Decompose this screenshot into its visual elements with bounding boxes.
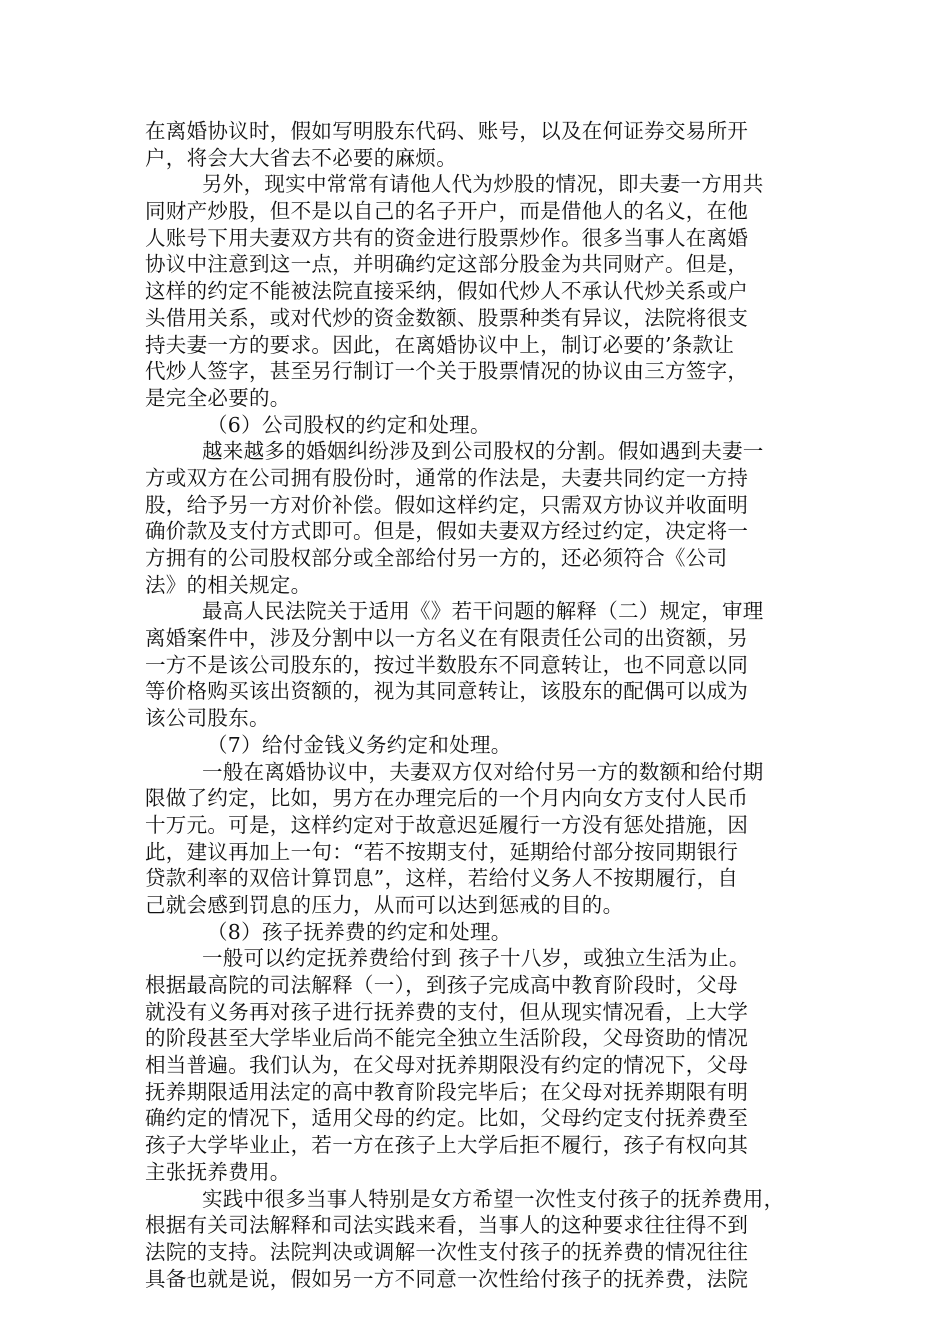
text-line: 法院的支持。法院判决或调解一次性支付孩子的抚养费的情况往往 [145, 1239, 749, 1264]
text-line: 贷款利率的双倍计算罚息”，这样，若给付义务人不按期履行，自 [145, 866, 739, 891]
text-line: 协议中注意到这一点，并明确约定这部分股金为共同财产。但是， [145, 252, 749, 277]
text-line: 一方不是该公司股东的，按过半数股东不同意转让，也不同意以同 [145, 652, 749, 677]
text-line: 持夫妻一方的要求。因此，在离婚协议中上，制订必要的’条款让 [145, 332, 735, 357]
text-line: （7）给付金钱义务约定和处理。 [207, 732, 512, 757]
text-line: 己就会感到罚息的压力，从而可以达到惩戒的目的。 [145, 892, 624, 917]
text-line: 该公司股东。 [145, 706, 270, 731]
text-line: 就没有义务再对孩子进行抚养费的支付，但从现实情况看，上大学 [145, 999, 749, 1024]
text-line: 根据最高院的司法解释（一），到孩子完成高中教育阶段时，父母 [145, 973, 738, 997]
text-line: 抚养期限适用法定的高中教育阶段完毕后；在父母对抚养期限有明 [145, 1079, 749, 1104]
text-line: （8）孩子抚养费的约定和处理。 [207, 919, 512, 944]
text-line: 方或双方在公司拥有股份时，通常的作法是，夫妻共同约定一方持 [145, 465, 749, 490]
text-line: 头借用关系，或对代炒的资金数额、股票种类有异议，法院将很支 [145, 305, 749, 330]
text-line: 孩子大学毕业止，若一方在孩子上大学后拒不履行，孩子有权向其 [145, 1133, 749, 1158]
text-line: 主张抚养费用。 [145, 1159, 291, 1184]
document-body [145, 118, 810, 1292]
text-line: 实践中很多当事人特别是女方希望一次性支付孩子的抚养费用， [202, 1186, 785, 1211]
text-line: 离婚案件中，涉及分割中以一方名义在有限责任公司的出资额，另 [145, 626, 749, 651]
text-line: 是完全必要的。 [145, 385, 291, 410]
text-line: 一般在离婚协议中，夫妻双方仅对给付另一方的数额和给付期 [202, 759, 764, 784]
text-line: 方拥有的公司股权部分或全部给付另一方的，还必须符合《公司 [145, 546, 728, 570]
text-line: 越来越多的婚姻纠纷涉及到公司股权的分割。假如遇到夫妻一 [202, 439, 764, 464]
text-line: 这样的约定不能被法院直接采纳，假如代炒人不承认代炒关系或户 [145, 279, 749, 304]
text-line: 法》的相关规定。 [145, 572, 312, 597]
text-line: 在离婚协议时，假如写明股东代码、账号，以及在何证券交易所开 [145, 119, 749, 143]
text-line: 根据有关司法解释和司法实践来看，当事人的这种要求往往得不到 [145, 1213, 749, 1238]
text-line: 十万元。可是，这样约定对于故意迟延履行一方没有惩处措施，因 [145, 812, 749, 837]
text-line: 等价格购买该出资额的，视为其同意转让，该股东的配偶可以成为 [145, 679, 749, 704]
text-line: 此，建议再加上一句：“若不按期支付，延期给付部分按同期银行 [145, 839, 739, 864]
text-line: 另外，现实中常常有请他人代为炒股的情况，即夫妻一方用共 [202, 172, 764, 197]
text-line: 相当普遍。我们认为，在父母对抚养期限没有约定的情况下，父母 [145, 1053, 749, 1078]
text-line: 限做了约定，比如，男方在办理完后的一个月内向女方支付人民币 [145, 786, 749, 811]
text-line: 代炒人签字，甚至另行制订一个关于股票情况的协议由三方签字， [145, 359, 749, 384]
text-line: 股，给予另一方对价补偿。假如这样约定，只需双方协议并收面明 [145, 492, 749, 517]
text-line: 一般可以约定抚养费给付到 孩子十八岁，或独立生活为止。 [202, 946, 750, 971]
text-line: 户，将会大大省去不必要的麻烦。 [145, 145, 457, 170]
text-line: 确价款及支付方式即可。但是，假如夫妻双方经过约定，决定将一 [145, 519, 749, 544]
text-line: 确约定的情况下，适用父母的约定。比如，父母约定支付抚养费至 [145, 1106, 749, 1131]
text-line: 具备也就是说，假如另一方不同意一次性给付孩子的抚养费，法院 [145, 1266, 749, 1291]
text-line: 人账号下用夫妻双方共有的资金进行股票炒作。很多当事人在离婚 [145, 225, 749, 250]
text-line: （6）公司股权的约定和处理。 [207, 412, 491, 437]
text-line: 同财产炒股，但不是以自己的名子开户，而是借他人的名义，在他 [145, 199, 749, 224]
text-line: 的阶段甚至大学毕业后尚不能完全独立生活阶段，父母资助的情况 [145, 1026, 749, 1051]
text-line: 最高人民法院关于适用《》若干问题的解释（二）规定，审理 [202, 599, 764, 624]
